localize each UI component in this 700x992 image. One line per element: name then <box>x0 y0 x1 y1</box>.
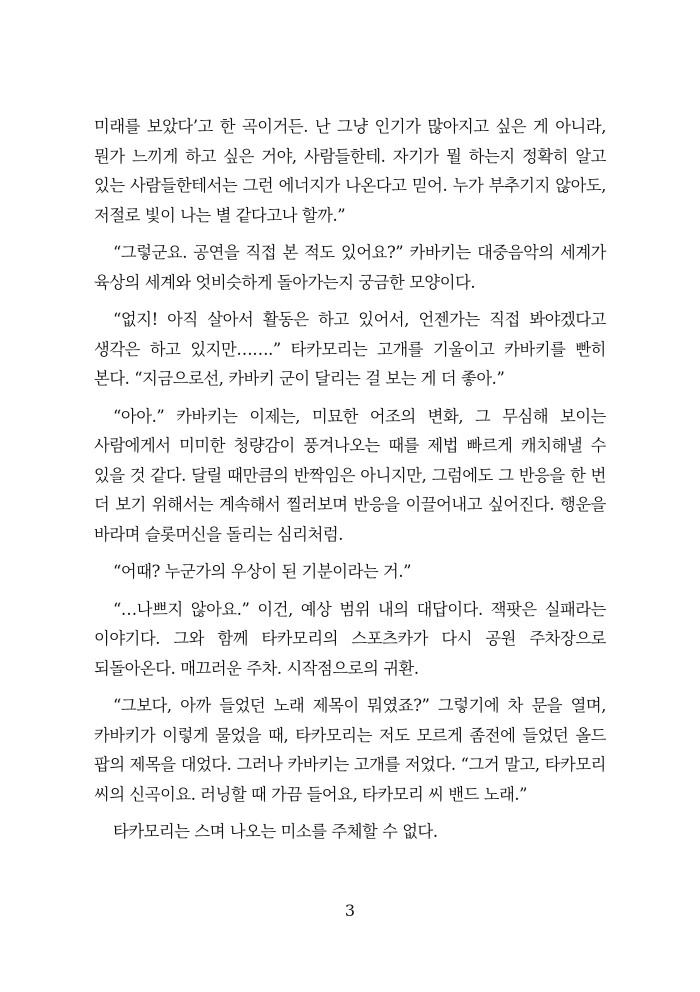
paragraph-7: “그보다, 아까 들었던 노래 제목이 뭐였죠?” 그렇기에 차 문을 열며, 카바키가 이렇게 물었을 때, 타카모리는 저도 모르게 좀전에 들었던 올드 팝의 제목을 대었다. 그러나 카바키는 고개를 저었다. “그거 말고, 타카모리 씨의 신곡이요. 러닝할 때 가끔 들어요, 타카모리 씨 밴드 노래.” <box>94 696 606 804</box>
paragraph-6: “…나쁘지 않아요.” 이건, 예상 범위 내의 대답이다. 잭팟은 실패라는 이야기다. 그와 함께 타카모리의 스포츠카가 다시 공원 주차장으로 되돌아온다. 매끄러운 주차. 시작점으로의 귀환. <box>94 599 606 678</box>
page-number: 3 <box>344 901 356 920</box>
paragraph-2: “그렇군요. 공연을 직접 본 적도 있어요?” 카바키는 대중음악의 세계가 육상의 세계와 엇비슷하게 돌아가는지 궁금한 모양이다. <box>94 243 606 292</box>
paragraph-3: “없지! 아직 살아서 활동은 하고 있어서, 언젠가는 직접 봐야겠다고 생각은 하고 있지만…….” 타카모리는 고개를 기울이고 카바키를 빤히 본다. “지금으로선, 카바키 군이 달리는 걸 보는 게 더 좋아.” <box>94 310 606 388</box>
paragraph-8: 타카모리는 스며 나오는 미소를 주체할 수 없다. <box>113 822 438 841</box>
document-body <box>94 112 606 855</box>
paragraph-5: “어때? 누군가의 우상이 된 기분이라는 거.” <box>113 562 412 581</box>
paragraph-4: “아아.” 카바키는 이제는, 미묘한 어조의 변화, 그 무심해 보이는 사람에게서 미미한 청량감이 풍겨나오는 때를 제법 빠르게 캐치해낼 수 있을 것 같다. 달릴 때만큼의 반짝임은 아니지만, 그럼에도 그 반응을 한 번 더 보기 위해서는 계속해서 찔러보며 반응을 이끌어내고 싶어진다. 행운을 바라며 슬롯머신을 돌리는 심리처럼. <box>94 406 606 544</box>
paragraph-1: 미래를 보았다’고 한 곡이거든. 난 그냥 인기가 많아지고 싶은 게 아니라, 뭔가 느끼게 하고 싶은 거야, 사람들한테. 자기가 뭘 하는지 정확히 알고 있는 사람들한테서는 그런 에너지가 나온다고 믿어. 누가 부추기지 않아도, 저절로 빛이 나는 별 같다고나 할까.” <box>94 117 606 225</box>
